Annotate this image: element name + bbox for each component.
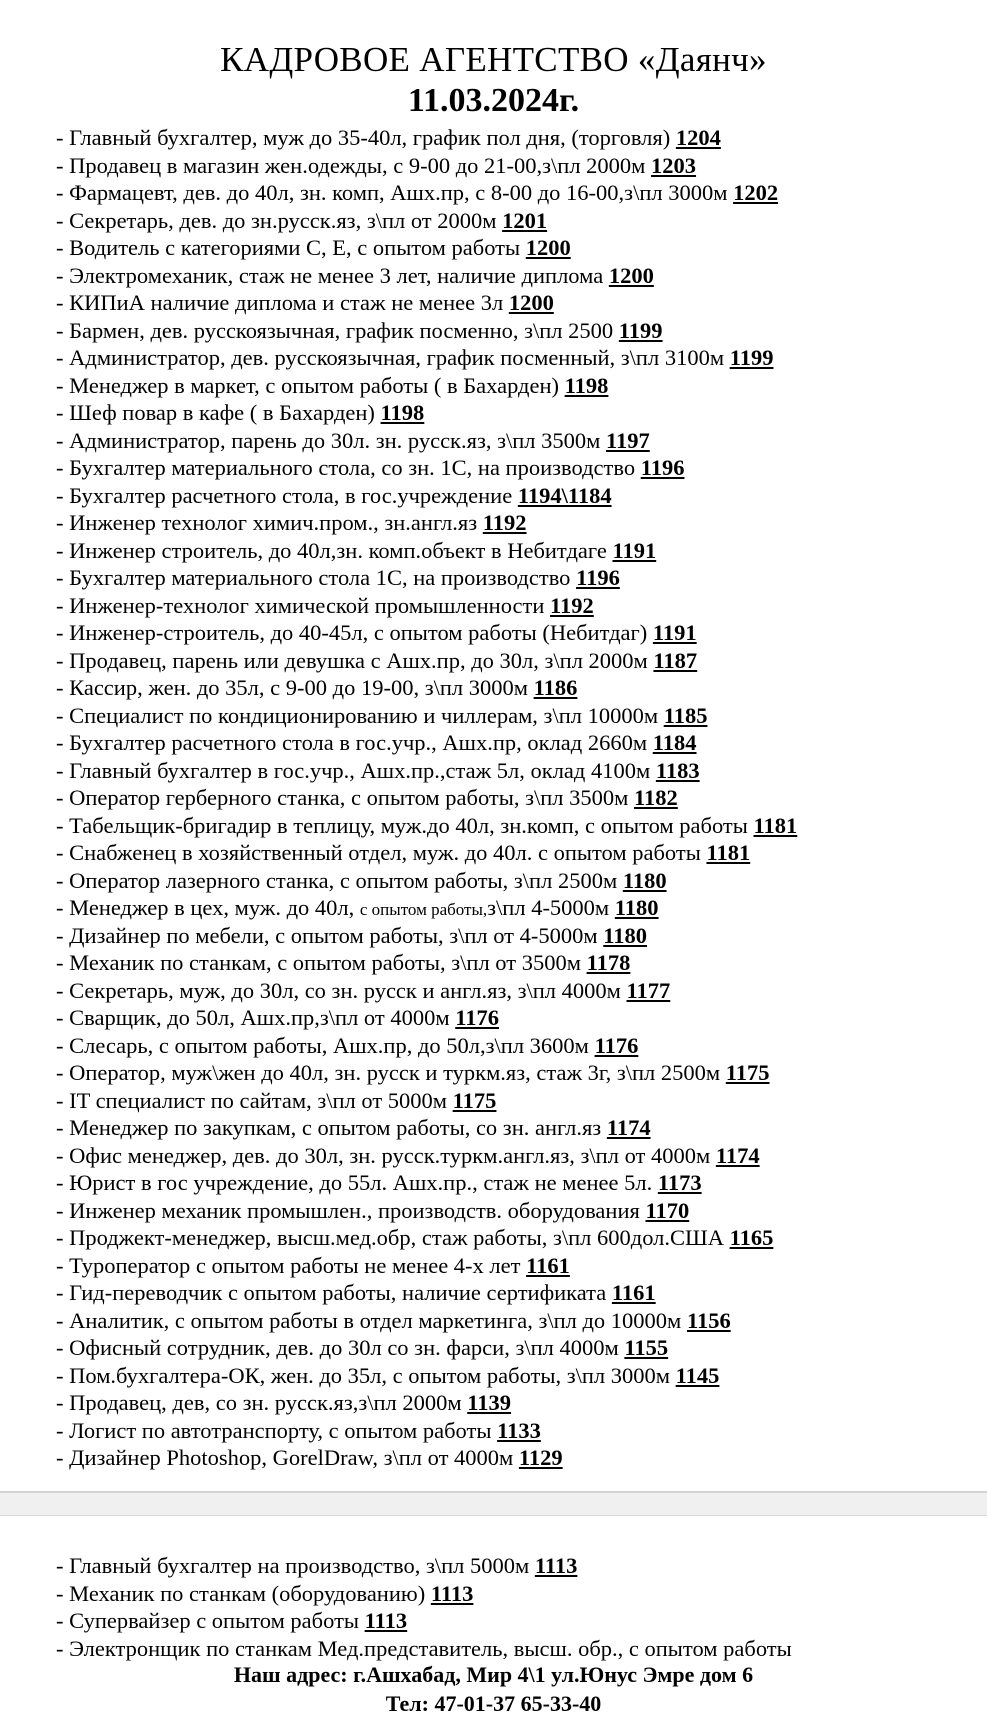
vacancy-list-continued [56, 1552, 976, 1662]
vacancy-description: - Механик по станкам (оборудованию) [56, 1580, 431, 1606]
vacancy-code: 1192 [550, 592, 594, 618]
vacancy-item [56, 922, 976, 950]
vacancy-code: 1197 [606, 427, 650, 453]
vacancy-description: - Менеджер в маркет, с опытом работы ( в Бахарден) [56, 372, 565, 398]
vacancy-code: 1139 [467, 1390, 512, 1415]
vacancy-code: 1186 [533, 675, 578, 700]
vacancy-description: - Бухгалтер расчетного стола, в гос.учреждение [56, 482, 518, 508]
vacancy-item [56, 262, 976, 290]
vacancy-item [56, 207, 976, 235]
vacancy-code: 1198 [380, 400, 425, 425]
vacancy-item [56, 1032, 976, 1060]
vacancy-code: 1174 [606, 1115, 651, 1140]
vacancy-description: - Пом.бухгалтера-ОК, жен. до 35л, с опытом работы, з\пл 3000м [56, 1362, 676, 1388]
vacancy-description: - Сварщик, до 50л, Ашх.пр,з\пл от 4000м [56, 1005, 456, 1030]
vacancy-description: - Секретарь, муж, до 30л, со зн. русск и англ.яз, з\пл 4000м [56, 977, 627, 1003]
vacancy-description: - Кассир, жен. до 35л, с 9-00 до 19-00, з\пл 3000м [56, 675, 534, 700]
vacancy-code: 1129 [518, 1445, 563, 1470]
vacancy-code: 1180 [614, 895, 659, 920]
vacancy-description: - Главный бухгалтер на производство, з\пл 5000м [56, 1553, 535, 1578]
vacancy-code: 1181 [753, 812, 798, 838]
vacancy-code: 1174 [715, 1142, 760, 1168]
vacancy-code: 1176 [594, 1032, 639, 1058]
vacancy-item [56, 949, 976, 977]
vacancy-item [56, 1552, 976, 1580]
vacancy-item [56, 1224, 976, 1252]
vacancy-item [56, 702, 976, 730]
vacancy-code: 1201 [502, 207, 548, 233]
vacancy-code: 1161 [526, 1252, 570, 1278]
vacancy-description: - Бухгалтер материального стола, со зн. 1С, на производство [56, 455, 641, 480]
vacancy-code: 1200 [525, 235, 571, 260]
vacancy-code: 1185 [663, 702, 708, 728]
vacancy-item [56, 317, 976, 345]
vacancy-item [56, 894, 976, 922]
vacancy-item [56, 124, 976, 152]
vacancy-description: - IT специалист по сайтам, з\пл от 5000м [56, 1087, 453, 1113]
vacancy-item [56, 454, 976, 482]
vacancy-item [56, 674, 976, 702]
document-page-2 [0, 1516, 987, 1729]
vacancy-description: - Главный бухгалтер, муж до 35-40л, график пол дня, (торговля) [56, 125, 676, 150]
vacancy-code: 1200 [508, 290, 554, 315]
vacancy-description: - Бухгалтер материального стола 1С, на производство [56, 565, 577, 590]
vacancy-code: 1113 [534, 1553, 578, 1578]
vacancy-item [56, 619, 976, 647]
vacancy-item [56, 1635, 976, 1663]
vacancy-code: 1165 [729, 1225, 774, 1250]
vacancy-item [56, 1087, 976, 1115]
vacancy-description: - Инженер-строитель, до 40-45л, с опытом работы (Небитдаг) [56, 620, 653, 645]
vacancy-item [56, 757, 976, 785]
vacancy-item [56, 1197, 976, 1225]
vacancy-item [56, 839, 976, 867]
vacancy-item [56, 234, 976, 262]
vacancy-code: 1198 [564, 372, 609, 398]
vacancy-code: 1156 [686, 1307, 731, 1333]
vacancy-description: - Водитель с категориями С, Е, с опытом работы [56, 235, 526, 260]
vacancy-code: 1170 [645, 1197, 690, 1223]
vacancy-description: - Бухгалтер расчетного стола в гос.учр., Ашх.пр, оклад 2660м [56, 730, 653, 755]
vacancy-code: 1161 [611, 1280, 656, 1305]
vacancy-description: - Секретарь, дев. до зн.русск.яз, з\пл от 2000м [56, 207, 503, 233]
vacancy-code: 1196 [576, 565, 620, 590]
vacancy-description: - Механик по станкам, с опытом работы, з\пл от 3500м [56, 950, 587, 975]
vacancy-item [56, 1389, 976, 1417]
vacancy-item [56, 812, 976, 840]
vacancy-description: - Продавец, дев, со зн. русск.яз,з\пл 2000м [56, 1390, 468, 1415]
vacancy-code: 1191 [652, 620, 697, 645]
vacancy-item [56, 1142, 976, 1170]
vacancy-code: 1178 [586, 950, 631, 975]
vacancy-description: - Оператор, муж\жен до 40л, зн. русск и туркм.яз, стаж 3г, з\пл 2500м [56, 1060, 726, 1085]
vacancy-item [56, 1334, 976, 1362]
vacancy-description: - Оператор лазерного станка, с опытом работы, з\пл 2500м [56, 867, 623, 893]
vacancy-description: - Аналитик, с опытом работы в отдел маркетинга, з\пл до 10000м [56, 1307, 687, 1333]
vacancy-code: 1204 [675, 125, 721, 150]
vacancy-item [56, 1169, 976, 1197]
vacancy-code: 1202 [733, 180, 779, 205]
vacancy-description: - Администратор, дев. русскоязычная, график посменный, з\пл 3100м [56, 345, 730, 370]
vacancy-code: 1194\1184 [517, 482, 612, 508]
vacancy-code: 1113 [430, 1580, 474, 1606]
vacancy-item [56, 592, 976, 620]
vacancy-description: - Дизайнер по мебели, с опытом работы, з\пл от 4-5000м [56, 922, 604, 948]
vacancy-description: - Продавец в магазин жен.одежды, с 9-00 до 21-00,з\пл 2000м [56, 152, 652, 178]
vacancy-item [56, 564, 976, 592]
vacancy-item [56, 1252, 976, 1280]
vacancy-description-cont: з\пл 4-5000м [487, 895, 615, 920]
vacancy-description: - Администратор, парень до 30л. зн. русск.яз, з\пл 3500м [56, 427, 606, 453]
vacancy-item [56, 784, 976, 812]
vacancy-description: - Табельщик-бригадир в теплицу, муж.до 40л, зн.комп, с опытом работы [56, 812, 754, 838]
agency-address: Наш адрес: г.Ашхабад, Мир 4\1 ул.Юнус Эмре дом 6 [233, 1662, 754, 1687]
vacancy-list [56, 124, 976, 1472]
vacancy-item [56, 179, 976, 207]
listing-date: 11.03.2024г. [407, 82, 580, 119]
vacancy-item [56, 289, 976, 317]
vacancy-description: - Юрист в гос учреждение, до 55л. Ашх.пр., стаж не менее 5л. [56, 1170, 658, 1195]
vacancy-item [56, 1607, 976, 1635]
vacancy-code: 1180 [603, 922, 648, 948]
vacancy-description: - Фармацевт, дев. до 40л, зн. комп, Ашх.пр, с 8-00 до 16-00,з\пл 3000м [56, 180, 734, 205]
vacancy-code: 1145 [675, 1362, 720, 1388]
vacancy-code: 1175 [725, 1060, 770, 1085]
vacancy-code: 1175 [452, 1087, 497, 1113]
vacancy-item [56, 647, 976, 675]
vacancy-description: - Гид-переводчик с опытом работы, наличие сертификата [56, 1280, 612, 1305]
vacancy-item [56, 1417, 976, 1445]
vacancy-description: - Шеф повар в кафе ( в Бахарден) [56, 400, 381, 425]
vacancy-code: 1192 [482, 510, 527, 535]
vacancy-description: - Продавец, парень или девушка с Ашх.пр, до 30л, з\пл 2000м [56, 647, 654, 673]
vacancy-item [56, 1580, 976, 1608]
vacancy-description: - Оператор герберного станка, с опытом работы, з\пл 3500м [56, 785, 635, 810]
vacancy-code: 1155 [624, 1335, 669, 1360]
vacancy-item [56, 1279, 976, 1307]
vacancy-code: 1200 [608, 262, 654, 288]
vacancy-description: - Офисный сотрудник, дев. до 30л со зн. фарси, з\пл 4000м [56, 1335, 625, 1360]
vacancy-description: - Инженер строитель, до 40л,зн. комп.объект в Небитдаге [56, 537, 613, 563]
vacancy-description: - Офис менеджер, дев. до 30л, зн. русск.туркм.англ.яз, з\пл от 4000м [56, 1142, 716, 1168]
vacancy-description: - Слесарь, с опытом работы, Ашх.пр, до 50л,з\пл 3600м [56, 1032, 595, 1058]
agency-phones: Тел: 47-01-37 65-33-40 [385, 1691, 602, 1716]
vacancy-code: 1199 [729, 345, 774, 370]
vacancy-description: - Туроператор с опытом работы не менее 4-х лет [56, 1252, 527, 1278]
vacancy-description: - Супервайзер с опытом работы [56, 1608, 365, 1633]
vacancy-code: 1183 [655, 757, 700, 783]
vacancy-code: 1203 [651, 152, 697, 178]
vacancy-code: 1180 [622, 867, 667, 893]
vacancy-description: - Главный бухгалтер в гос.учр., Ашх.пр.,стаж 5л, оклад 4100м [56, 757, 656, 783]
vacancy-code: 1133 [497, 1417, 541, 1443]
vacancy-description: - Электронщик по станкам Мед.представитель, высш. обр., с опытом работы [56, 1635, 792, 1661]
vacancy-code: 1196 [640, 455, 685, 480]
vacancy-item [56, 537, 976, 565]
vacancy-description: - Менеджер по закупкам, с опытом работы, со зн. англ.яз [56, 1115, 607, 1140]
vacancy-item [56, 399, 976, 427]
vacancy-item [56, 977, 976, 1005]
page-break [0, 1493, 987, 1516]
vacancy-code: 1182 [634, 785, 678, 810]
vacancy-code: 1113 [364, 1608, 408, 1633]
vacancy-description: - Бармен, дев. русскоязычная, график посменно, з\пл 2500 [56, 317, 619, 343]
vacancy-item [56, 1004, 976, 1032]
vacancy-code: 1177 [626, 977, 671, 1003]
vacancy-description: - Специалист по кондиционированию и чиллерам, з\пл 10000м [56, 702, 664, 728]
vacancy-description: - Снабженец в хозяйственный отдел, муж. до 40л. с опытом работы [56, 840, 707, 865]
vacancy-item [56, 1307, 976, 1335]
vacancy-item [56, 729, 976, 757]
vacancy-description: - Проджект-менеджер, высш.мед.обр, стаж работы, з\пл 600дол.США [56, 1225, 730, 1250]
vacancy-item [56, 1362, 976, 1390]
vacancy-item [56, 152, 976, 180]
agency-title: КАДРОВОЕ АГЕНТСТВО «Даянч» [220, 40, 767, 79]
vacancy-code: 1199 [618, 317, 663, 343]
vacancy-code: 1191 [612, 537, 657, 563]
vacancy-description: - Инженер-технолог химической промышленности [56, 592, 551, 618]
vacancy-description: - Менеджер в цех, муж. до 40л, [56, 895, 360, 920]
vacancy-description: - КИПиА наличие диплома и стаж не менее 3л [56, 290, 509, 315]
vacancy-code: 1181 [706, 840, 751, 865]
vacancy-code: 1184 [652, 730, 697, 755]
vacancy-item [56, 344, 976, 372]
vacancy-description: - Логист по автотранспорту, с опытом работы [56, 1417, 498, 1443]
vacancy-item [56, 482, 976, 510]
vacancy-item [56, 1114, 976, 1142]
vacancy-code: 1187 [653, 647, 698, 673]
vacancy-description-small: с опытом работы, [359, 900, 488, 919]
vacancy-item [56, 509, 976, 537]
vacancy-description: - Дизайнер Photoshop, GorelDraw, з\пл от 4000м [56, 1445, 519, 1470]
vacancy-item [56, 867, 976, 895]
vacancy-description: - Электромеханик, стаж не менее 3 лет, наличие диплома [56, 262, 609, 288]
vacancy-item [56, 372, 976, 400]
vacancy-item [56, 1444, 976, 1472]
vacancy-code: 1176 [455, 1005, 499, 1030]
vacancy-item [56, 1059, 976, 1087]
vacancy-code: 1173 [657, 1170, 702, 1195]
vacancy-item [56, 427, 976, 455]
vacancy-description: - Инженер механик промышлен., производств. оборудования [56, 1197, 646, 1223]
vacancy-description: - Инженер технолог химич.пром., зн.англ.яз [56, 510, 483, 535]
